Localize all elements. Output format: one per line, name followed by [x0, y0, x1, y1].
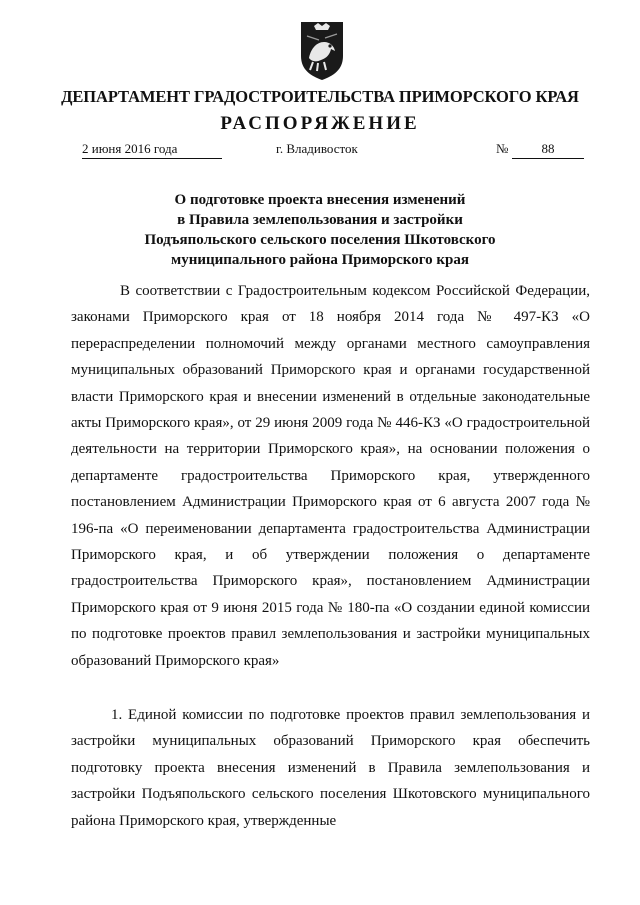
paragraph-text: 1. Единой комиссии по подготовке проектов правил землепользования и застройки муниципальных образований Приморского края обеспечить подготовку проекта внесения изменений в Правила землепользования и застройки Подъяпольского сельского поселения Шкотовского муниципального района Приморского края, утвержденные [71, 707, 590, 829]
subject-line: в Правила землепользования и застройки [177, 212, 463, 228]
order-date: 2 июня 2016 года [82, 141, 222, 159]
order-subject [120, 190, 520, 270]
subject-line: О подготовке проекта внесения изменений [174, 192, 466, 208]
subject-line: Подъяпольского сельского поселения Шкотовского [144, 232, 496, 248]
body-paragraph-preamble [71, 278, 590, 674]
body-paragraph-item-1 [71, 702, 590, 834]
document-type-title: РАСПОРЯЖЕНИЕ [220, 113, 420, 134]
subject-line: муниципального района Приморского края [170, 252, 470, 268]
department-name: ДЕПАРТАМЕНТ ГРАДОСТРОИТЕЛЬСТВА ПРИМОРСКОГО КРАЯ [61, 87, 579, 106]
order-number: 88 [512, 141, 584, 159]
paragraph-text: В соответствии с Градостроительным кодексом Российской Федерации, законами Приморского края от 18 ноября 2014 года № 497-КЗ «О перераспределении полномочий между органами местного самоуправления муниципальных образований Приморского края и органами государственной власти Приморского края и внесении изменений в отдельные законодательные акты Приморского края», от 29 июня 2009 года № 446-КЗ «О градостроительной деятельности на территории Приморского края», на основании положения о департаменте градостроительства Приморского края, утвержденного постановлением Администрации Приморского края от 6 августа 2007 года № 196-па «О переименовании департамента градостроительства Администрации Приморского края, и об утверждении положения о департаменте градостроительства Приморского края», постановлением Администрации Приморского края от 9 июня 2015 года № 180-па «О создании единой комиссии по подготовке проектов правил землепользования и застройки муниципальных образований Приморского края» [71, 283, 590, 669]
order-city: г. Владивосток [276, 141, 358, 156]
coat-of-arms-icon [297, 18, 347, 82]
order-number-label: № [496, 141, 509, 156]
